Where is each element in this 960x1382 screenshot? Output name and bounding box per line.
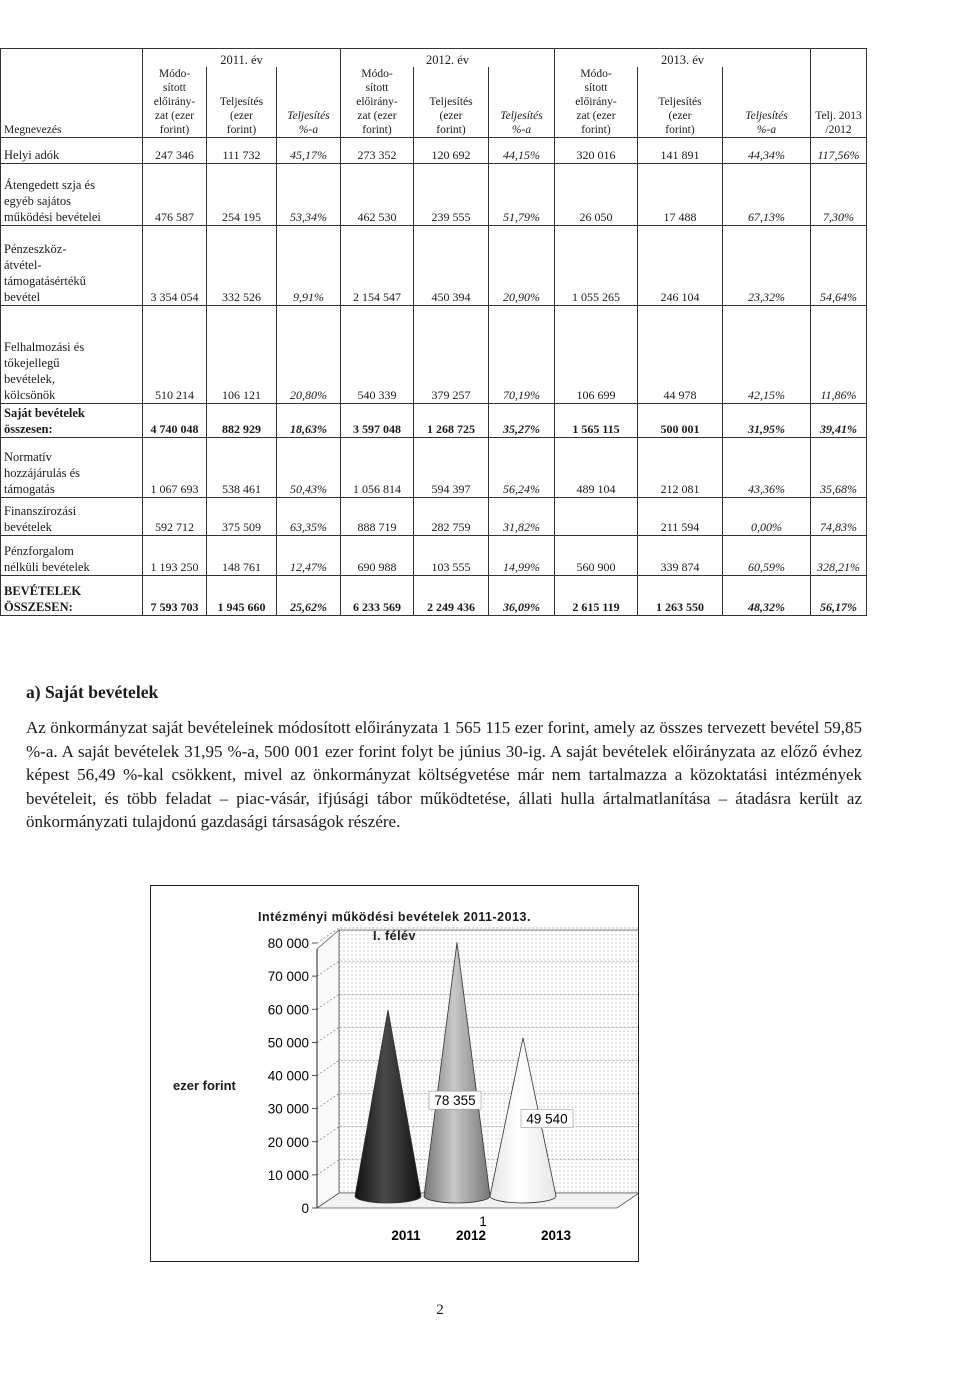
cell-value: 1 945 660 xyxy=(207,576,277,616)
table-row xyxy=(1,536,867,576)
row-name-line: ÖSSZESEN: xyxy=(4,600,73,614)
table-row xyxy=(1,138,867,164)
cell-value: 1 565 115 xyxy=(555,404,638,438)
row-name xyxy=(1,536,143,576)
cell-value: 1 263 550 xyxy=(638,576,723,616)
header-teljesites xyxy=(414,67,489,138)
x-category-label: 2012 xyxy=(455,1228,487,1243)
row-name-line: Helyi adók xyxy=(4,148,60,162)
data-label: 49 540 xyxy=(526,1111,568,1127)
header-line: Módo- xyxy=(361,68,393,80)
y-tick-label: 50 000 xyxy=(267,1035,309,1051)
header-teljesites-pct xyxy=(277,67,341,138)
page-number: 2 xyxy=(436,1302,444,1318)
header-line: forint) xyxy=(581,124,611,136)
cell-value: 20,90% xyxy=(489,226,555,306)
cell-value: 141 891 xyxy=(638,138,723,164)
y-tick-label: 10 000 xyxy=(267,1167,309,1183)
header-line: Teljesítés xyxy=(500,110,543,122)
row-name-line: Pénzeszköz- xyxy=(4,242,67,256)
cell-value: 211 594 xyxy=(638,498,723,536)
header-line: előirány- xyxy=(575,96,617,108)
cell-value: 560 900 xyxy=(555,536,638,576)
chart-side-wall xyxy=(317,930,339,1208)
cell-value: 247 346 xyxy=(143,138,207,164)
cell-value: 282 759 xyxy=(414,498,489,536)
cell-value: 39,41% xyxy=(811,404,867,438)
cell-value: 70,19% xyxy=(489,306,555,404)
cell-value: 45,17% xyxy=(277,138,341,164)
table-row xyxy=(1,576,867,616)
cell-value: 36,09% xyxy=(489,576,555,616)
cell-value: 2 249 436 xyxy=(414,576,489,616)
cell-value: 332 526 xyxy=(207,226,277,306)
header-line: sított xyxy=(162,82,186,94)
cell-value: 106 121 xyxy=(207,306,277,404)
header-teljesites-pct xyxy=(723,67,811,138)
cell-value: 35,68% xyxy=(811,438,867,498)
x-category-label: 2011 xyxy=(391,1228,421,1243)
y-tick-label: 40 000 xyxy=(267,1068,309,1084)
row-name-line: támogatásértékű xyxy=(4,274,86,288)
header-line: Teljesítés xyxy=(745,110,788,122)
row-name xyxy=(1,306,143,404)
row-name-line: nélküli bevételek xyxy=(4,560,90,574)
cell-value: 23,32% xyxy=(723,226,811,306)
cell-value: 9,91% xyxy=(277,226,341,306)
cell-value: 148 761 xyxy=(207,536,277,576)
y-tick-label: 60 000 xyxy=(267,1002,309,1018)
cell-value: 239 555 xyxy=(414,164,489,226)
cell-value: 54,64% xyxy=(811,226,867,306)
cell-value: 63,35% xyxy=(277,498,341,536)
header-line: (ezer xyxy=(439,110,463,122)
header-line: forint) xyxy=(665,124,695,136)
cell-value: 489 104 xyxy=(555,438,638,498)
header-line: forint) xyxy=(226,124,257,136)
header-line: zat (ezer xyxy=(576,110,616,122)
cell-value: 1 268 725 xyxy=(414,404,489,438)
cell-value: 212 081 xyxy=(638,438,723,498)
header-year-3: 2013. év xyxy=(555,49,811,68)
header-line: előirány- xyxy=(356,96,398,108)
cell-value: 51,79% xyxy=(489,164,555,226)
cell-value: 120 692 xyxy=(414,138,489,164)
cell-value: 67,13% xyxy=(723,164,811,226)
row-name-line: Átengedett szja és xyxy=(4,178,95,192)
cell-value: 35,27% xyxy=(489,404,555,438)
cell-value: 7,30% xyxy=(811,164,867,226)
section-paragraph: Az önkormányzat saját bevételeinek módosított előirányzata 1 565 115 ezer forint, amely az összes tervezett bevétel 59,85 %-a. A saját bevételek 31,95 %-a, 500 001 ezer forint folyt be június 30-ig. A saját bevételek előirányzata az előző évhez képest 56,49 %-kal csökkent, mivel az önkormányzat költségvetése már nem tartalmazza a közoktatási intézmények bevételeit, és több feladat – piac-vásár, ifjúsági tábor működtetése, állati hulla ártalmatlanítása – átadásra került az önkormányzati tulajdonú gazdasági társaságok részére. xyxy=(26,718,862,831)
x-category-label: 2013 xyxy=(540,1228,572,1243)
cell-value: 50,43% xyxy=(277,438,341,498)
cell-value: 690 988 xyxy=(341,536,414,576)
cell-value: 4 740 048 xyxy=(143,404,207,438)
header-line: /2012 xyxy=(825,124,852,136)
header-ratio xyxy=(811,49,867,138)
y-tick-label: 70 000 xyxy=(267,969,309,985)
header-line: forint) xyxy=(362,124,392,136)
chart-title-line-2: I. félév xyxy=(373,929,416,943)
cell-value: 18,63% xyxy=(277,404,341,438)
table-row xyxy=(1,306,867,404)
cell-value: 25,62% xyxy=(277,576,341,616)
cell-value: 1 055 265 xyxy=(555,226,638,306)
chart-title-line-1: Intézményi működési bevételek 2011-2013. xyxy=(258,910,531,924)
row-name-line: Saját bevételek xyxy=(4,406,85,420)
row-name-line: Finanszírozási xyxy=(4,504,77,518)
row-name xyxy=(1,138,143,164)
cell-value: 31,95% xyxy=(723,404,811,438)
row-name-line: Pénzforgalom xyxy=(4,544,74,558)
table-row xyxy=(1,164,867,226)
cell-value: 17 488 xyxy=(638,164,723,226)
header-line: forint) xyxy=(159,124,190,136)
table-row xyxy=(1,498,867,536)
y-tick-label: 30 000 xyxy=(267,1101,309,1117)
header-modositott xyxy=(555,67,638,138)
header-teljesites-pct xyxy=(489,67,555,138)
cell-value: 379 257 xyxy=(414,306,489,404)
row-name-line: BEVÉTELEK xyxy=(4,584,82,598)
cell-value: 0,00% xyxy=(723,498,811,536)
cell-value: 888 719 xyxy=(341,498,414,536)
table-row xyxy=(1,404,867,438)
cell-value: 56,17% xyxy=(811,576,867,616)
header-line: Teljesítés xyxy=(429,96,473,108)
cell-value: 246 104 xyxy=(638,226,723,306)
cell-value: 1 056 814 xyxy=(341,438,414,498)
header-line: Telj. 2013 xyxy=(815,110,862,122)
header-year-2: 2012. év xyxy=(341,49,555,68)
cell-value: 273 352 xyxy=(341,138,414,164)
cell-value: 44 978 xyxy=(638,306,723,404)
revenue-table xyxy=(0,48,867,616)
header-line: %-a xyxy=(298,124,319,136)
header-line: Teljesítés xyxy=(658,96,702,108)
row-name-line: bevételek, xyxy=(4,372,56,386)
header-line: %-a xyxy=(511,124,532,136)
header-line: forint) xyxy=(436,124,466,136)
cell-value: 538 461 xyxy=(207,438,277,498)
row-name-line: tőkejellegű xyxy=(4,356,60,370)
cell-value: 882 929 xyxy=(207,404,277,438)
header-line: zat (ezer xyxy=(154,110,195,122)
cell-value: 56,24% xyxy=(489,438,555,498)
chart-title xyxy=(151,908,638,946)
header-teljesites xyxy=(207,67,277,138)
row-name-line: kölcsönök xyxy=(4,388,56,402)
row-name xyxy=(1,226,143,306)
cell-value: 31,82% xyxy=(489,498,555,536)
row-name xyxy=(1,576,143,616)
cell-value: 20,80% xyxy=(277,306,341,404)
cell-value: 1 193 250 xyxy=(143,536,207,576)
row-name xyxy=(1,404,143,438)
header-name: Megnevezés xyxy=(1,49,143,138)
cell-value: 450 394 xyxy=(414,226,489,306)
row-name-line: hozzájárulás és xyxy=(4,466,81,480)
cell-value: 375 509 xyxy=(207,498,277,536)
cell-value: 43,36% xyxy=(723,438,811,498)
cell-value: 44,15% xyxy=(489,138,555,164)
cell-value: 26 050 xyxy=(555,164,638,226)
cell-value: 594 397 xyxy=(414,438,489,498)
cell-value: 12,47% xyxy=(277,536,341,576)
cell-value: 500 001 xyxy=(638,404,723,438)
row-name xyxy=(1,164,143,226)
cell-value: 1 067 693 xyxy=(143,438,207,498)
cell-value: 106 699 xyxy=(555,306,638,404)
row-name-line: összesen: xyxy=(4,422,53,436)
cell-value xyxy=(555,498,638,536)
chart-y-axis-label: ezer forint xyxy=(173,1078,236,1093)
header-line: Módo- xyxy=(158,68,191,80)
header-line: Teljesítés xyxy=(287,110,330,122)
data-label: 78 355 xyxy=(434,1093,476,1109)
header-line: zat (ezer xyxy=(357,110,397,122)
cell-value: 6 233 569 xyxy=(341,576,414,616)
cell-value: 3 597 048 xyxy=(341,404,414,438)
cell-value: 14,99% xyxy=(489,536,555,576)
table-row xyxy=(1,438,867,498)
cell-value: 328,21% xyxy=(811,536,867,576)
row-name-line: egyéb sajátos xyxy=(4,194,71,208)
cell-value: 48,32% xyxy=(723,576,811,616)
cell-value: 11,86% xyxy=(811,306,867,404)
cell-value: 2 154 547 xyxy=(341,226,414,306)
cell-value: 7 593 703 xyxy=(143,576,207,616)
cell-value: 320 016 xyxy=(555,138,638,164)
cell-value: 2 615 119 xyxy=(555,576,638,616)
cell-value: 111 732 xyxy=(207,138,277,164)
y-tick-label: 20 000 xyxy=(267,1134,309,1150)
row-name-line: támogatás xyxy=(4,482,55,496)
cell-value: 103 555 xyxy=(414,536,489,576)
header-year-row xyxy=(1,49,867,68)
row-name-line: Normatív xyxy=(4,450,52,464)
row-name-line: bevételek xyxy=(4,520,52,534)
cell-value: 44,34% xyxy=(723,138,811,164)
cell-value: 462 530 xyxy=(341,164,414,226)
header-year-1: 2011. év xyxy=(143,49,341,68)
header-line: Módo- xyxy=(580,68,612,80)
cell-value: 42,15% xyxy=(723,306,811,404)
y-tick-label: 0 xyxy=(301,1201,309,1216)
x-axis-center-label: 1 xyxy=(479,1214,487,1229)
header-line: sított xyxy=(365,82,389,94)
header-line: (ezer xyxy=(668,110,692,122)
row-name-line: átvétel- xyxy=(4,258,42,272)
header-teljesites xyxy=(638,67,723,138)
row-name xyxy=(1,438,143,498)
table-row xyxy=(1,226,867,306)
header-line: előirány- xyxy=(153,96,196,108)
header-modositott xyxy=(341,67,414,138)
cell-value: 540 339 xyxy=(341,306,414,404)
header-line: %-a xyxy=(756,124,777,136)
cell-value: 53,34% xyxy=(277,164,341,226)
header-line: (ezer xyxy=(230,110,253,122)
cell-value: 74,83% xyxy=(811,498,867,536)
row-name xyxy=(1,498,143,536)
header-line: Teljesítés xyxy=(219,96,264,108)
header-line: sított xyxy=(584,82,608,94)
cell-value: 592 712 xyxy=(143,498,207,536)
cell-value: 3 354 054 xyxy=(143,226,207,306)
cell-value: 510 214 xyxy=(143,306,207,404)
cell-value: 60,59% xyxy=(723,536,811,576)
cell-value: 476 587 xyxy=(143,164,207,226)
y-tick-label: 80 000 xyxy=(267,936,309,951)
cell-value: 339 874 xyxy=(638,536,723,576)
header-modositott xyxy=(143,67,207,138)
cell-value: 254 195 xyxy=(207,164,277,226)
row-name-line: működési bevételei xyxy=(4,210,101,224)
row-name-line: Felhalmozási és xyxy=(4,340,85,354)
cell-value: 117,56% xyxy=(811,138,867,164)
section-heading: a) Saját bevételek xyxy=(26,682,159,702)
cone-chart xyxy=(150,885,639,1262)
row-name-line: bevétel xyxy=(4,290,41,304)
